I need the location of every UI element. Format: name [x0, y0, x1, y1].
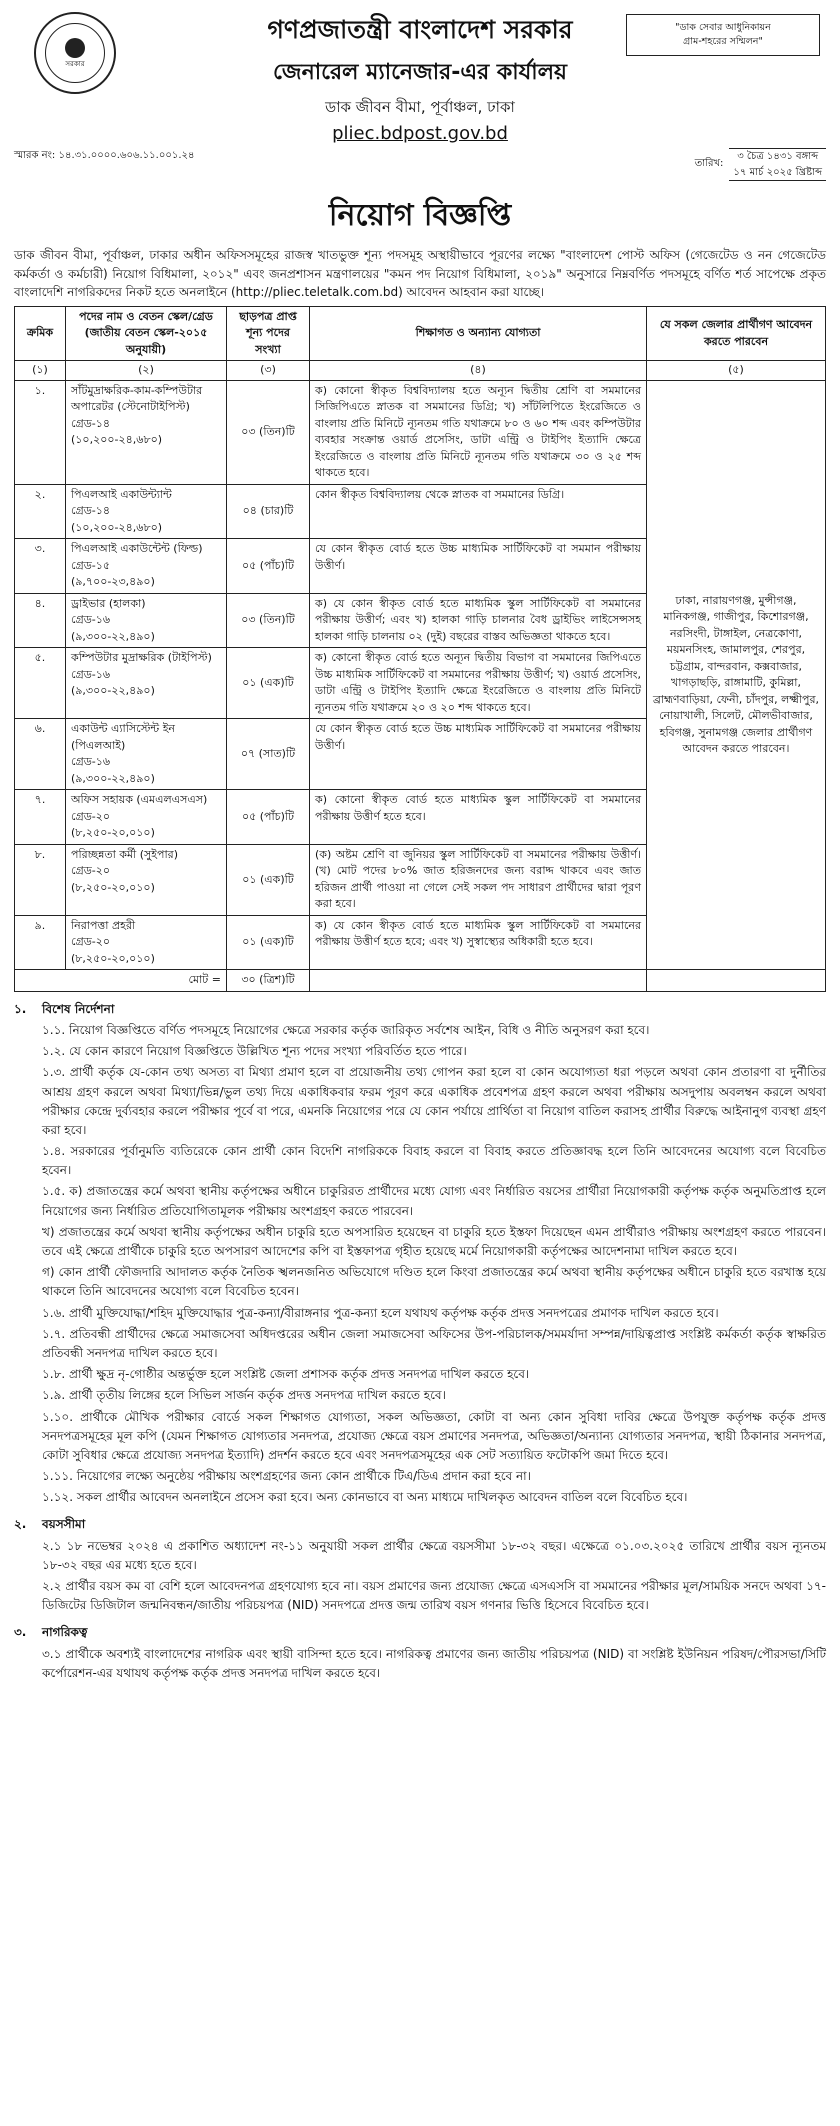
website-link[interactable]: pliec.bdpost.gov.bd	[332, 123, 508, 144]
row-count: ০৪ (চার)টি	[227, 484, 310, 539]
row-serial: ৮.	[15, 844, 66, 915]
memo-ref-number: ১৪.৩১.০০০০.৬০৬.১১.০০১.২৪	[58, 150, 195, 161]
motto-line-1: "ডাক সেবার আধুনিকায়ন	[675, 22, 771, 33]
section-number: ১.	[14, 1001, 27, 1016]
memo-ref-label: স্মারক নং:	[14, 150, 56, 161]
post-name: কম্পিউটার মুদ্রাক্ষরিক (টাইপিস্ট)	[71, 651, 212, 665]
office-subtitle: ডাক জীবন বীমা, পূর্বাঞ্চল, ঢাকা	[325, 98, 515, 116]
row-post	[66, 719, 227, 790]
row-count: ০৩ (তিন)টি	[227, 380, 310, 484]
col-number: (৩)	[227, 361, 310, 381]
row-count: ০১ (এক)টি	[227, 915, 310, 970]
header-serial: ক্রমিক	[15, 306, 66, 361]
row-serial: ৩.	[15, 539, 66, 594]
post-name: সাঁটমুদ্রাক্ষরিক-কাম-কম্পিউটার অপারেটর (স্টেনোটাইপিস্ট)	[71, 383, 203, 414]
section-heading: নাগরিকত্ব	[42, 1625, 88, 1640]
instruction-item: ১.৮. প্রার্থী ক্ষুদ্র নৃ-গোষ্ঠীর অন্তর্ভুক্ত হলে সংশ্লিষ্ট জেলা প্রশাসক কর্তৃক প্রদত্ত সনদপত্র দাখিল করতে হবে।	[42, 1367, 530, 1382]
post-scale: (১০,২০০-২৪,৬৮০)	[71, 433, 163, 447]
total-row	[15, 970, 826, 992]
government-name: গণপ্রজাতন্ত্রী বাংলাদেশ সরকার	[267, 15, 573, 44]
row-serial: ৫.	[15, 648, 66, 719]
row-qualification: কোন স্বীকৃত বিশ্ববিদ্যালয় থেকে স্নাতক বা সমমানের ডিগ্রি।	[310, 484, 647, 539]
post-grade: গ্রেড-২০	[71, 809, 111, 823]
post-name: পরিচ্ছন্নতা কর্মী (সুইপার)	[71, 847, 179, 861]
post-name: ড্রাইভার (হালকা)	[71, 596, 146, 610]
column-number-row	[15, 361, 826, 381]
header-count: ছাড়পত্র প্রাপ্ত শূন্য পদের সংখ্যা	[227, 306, 310, 361]
row-serial: ১.	[15, 380, 66, 484]
post-scale: (৮,২৫০-২০,০১০)	[71, 826, 155, 840]
post-grade: গ্রেড-২০	[71, 864, 111, 878]
instruction-item: গ) কোন প্রার্থী ফৌজদারি আদালত কর্তৃক নৈতিক স্খলনজনিত অভিযোগে দণ্ডিত হলে কিংবা প্রজাতন্ত্রের কর্মে অথবা স্থানীয় কর্তৃপক্ষের অধীনে চাকুরি হতে বরখাস্ত হয়ে থাকলে তিনি আবেদনের অযোগ্য বলে বিবেচিত হবেন।	[42, 1265, 826, 1299]
row-serial: ৬.	[15, 719, 66, 790]
date-label: তারিখ:	[694, 158, 724, 169]
row-qualification: ক) কোনো স্বীকৃত বিশ্ববিদ্যালয় হতে অন্যূন দ্বিতীয় শ্রেণি বা সমমানের সিজিপিএতে স্নাতক বা সমমানের ডিগ্রি; খ) সাঁটলিপিতে ইংরেজিতে ও বাংলায় প্রতি মিনিটে ন্যূনতম গতি যথাক্রমে ৮০ ও ৬০ শব্দ এবং কম্পিউটার ব্যবহার সংক্রান্ত ওয়ার্ড প্রসেসিং, ডাটা এন্ট্রি ও টাইপিং ইত্যাদি ক্ষেত্রে ইংরেজিতে ও বাংলায় প্রতি মিনিটে ন্যূনতম গতি যথাক্রমে ৩০ ও ২৫ শব্দ থাকতে হবে।	[310, 380, 647, 484]
section-heading: বয়সসীমা	[42, 1517, 86, 1532]
col-number: (৫)	[647, 361, 826, 381]
section-instructions	[14, 1000, 826, 1508]
section-citizenship	[14, 1623, 826, 1683]
post-name: পিএলআই একাউন্টেন্ট (ফিল্ড)	[71, 542, 203, 556]
age-item: ২.২ প্রার্থীর বয়স কম বা বেশি হলে আবেদনপত্র গ্রহণযোগ্য হবে না। বয়স প্রমাণের জন্য প্রযোজ্য ক্ষেত্রে এসএসসি বা সমমানের পরীক্ষার মূল/সাময়িক সনদে অথবা ১৭-ডিজিটের ডিজিটাল জন্মনিবন্ধন/জাতীয় পরিচয়পত্র (NID) সনদপত্রে প্রদত্ত জন্ম তারিখ বয়স গণনার ভিত্তি হিসেবে বিবেচিত হবে।	[42, 1579, 826, 1613]
instruction-item: ১.৫. ক) প্রজাতন্ত্রের কর্মে অথবা স্থানীয় কর্তৃপক্ষের অধীনে চাকুরিরত প্রার্থীদের মধ্যে যোগ্য এবং নির্ধারিত বয়সের প্রার্থীরা নিয়োগকারী কর্তৃপক্ষ কর্তৃক অনুমতিপ্রাপ্ত হলে নিয়োগের জন্য নির্ধারিত প্রতিযোগিতামূলক পরীক্ষায় অংশগ্রহণ করতে পারবেন।	[42, 1184, 826, 1218]
post-name: একাউন্ট এ্যাসিস্টেন্ট ইন (পিএলআই)	[71, 722, 175, 752]
row-qualification: যে কোন স্বীকৃত বোর্ড হতে উচ্চ মাধ্যমিক সার্টিফিকেট বা সমমান পরীক্ষায় উত্তীর্ণ।	[310, 539, 647, 594]
post-grade: গ্রেড-১৬	[71, 667, 111, 681]
vacancy-table	[14, 306, 826, 992]
instruction-item: ১.৯. প্রার্থী তৃতীয় লিঙ্গের হলে সিভিল সার্জন কর্তৃক প্রদত্ত সনদপত্র দাখিল করতে হবে।	[42, 1388, 446, 1403]
post-grade: গ্রেড-১৬	[71, 613, 111, 627]
row-count: ০৩ (তিন)টি	[227, 593, 310, 648]
row-qualification: ক) যে কোন স্বীকৃত বোর্ড হতে মাধ্যমিক স্কুল সার্টিফিকেট বা সমমানের পরীক্ষায় উত্তীর্ণ; এবং খ) হালকা গাড়ি চালনার বৈধ ড্রাইভিং লাইসেন্সসহ হালকা গাড়ি চালনায় ০২ (দুই) বছরের বাস্তব অভিজ্ঞতা থাকতে হবে।	[310, 593, 647, 648]
post-name: অফিস সহায়ক (এমএলএসএস)	[71, 793, 208, 807]
citizenship-item: ৩.১ প্রার্থীকে অবশ্যই বাংলাদেশের নাগরিক এবং স্থায়ী বাসিন্দা হতে হবে। নাগরিকত্ব প্রমাণের জন্য জাতীয় পরিচয়পত্র (NID) বা সংশ্লিষ্ট ইউনিয়ন পরিষদ/পৌরসভা/সিটি কর্পোরেশন-এর যথাযথ কর্তৃপক্ষ কর্তৃক প্রদত্ত সনদপত্র দাখিল করতে হবে।	[42, 1646, 826, 1680]
row-post	[66, 380, 227, 484]
memo-row	[14, 148, 826, 181]
total-label: মোট =	[15, 970, 227, 992]
header-qualification: শিক্ষাগত ও অন্যান্য যোগ্যতা	[310, 306, 647, 361]
instruction-item: ১.৭. প্রতিবন্ধী প্রার্থীদের ক্ষেত্রে সমাজসেবা অধিদপ্তরের অধীন জেলা সমাজসেবা অফিসের উপ-পরিচালক/সমমর্যাদা সম্পন্ন/দায়িত্বপ্রাপ্ত সংশ্লিষ্ট কর্মকর্তা কর্তৃক স্বাক্ষরিত প্রতিবন্ধী সনদপত্র দাখিল করতে হবে।	[42, 1326, 826, 1360]
instruction-item: ১.১১. নিয়োগের লক্ষ্যে অনুষ্ঠেয় পরীক্ষায় অংশগ্রহণের জন্য কোন প্রার্থীকে টিএ/ডিএ প্রদান করা হবে না।	[42, 1469, 531, 1484]
seal-text: সরকার	[65, 59, 85, 68]
row-qualification: ক) যে কোন স্বীকৃত বোর্ড হতে মাধ্যমিক স্কুল সার্টিফিকেট বা সমমানের পরীক্ষায় উত্তীর্ণ হতে হবে; এবং খ) সুস্বাস্থ্যের অধিকারী হতে হবে।	[310, 915, 647, 970]
row-post	[66, 844, 227, 915]
post-grade: গ্রেড-১৬	[71, 755, 111, 769]
row-serial: ৭.	[15, 790, 66, 845]
notice-title: নিয়োগ বিজ্ঞপ্তি	[328, 198, 512, 233]
date-bangla: ৩ চৈত্র ১৪৩১ বঙ্গাব্দ	[737, 151, 819, 162]
row-post	[66, 790, 227, 845]
table-header-row	[15, 306, 826, 361]
post-name: পিএলআই একাউন্ট্যান্ট	[71, 487, 172, 501]
date-english: ১৭ মার্চ ২০২৫ খ্রিষ্টাব্দ	[733, 166, 822, 178]
row-post	[66, 648, 227, 719]
row-qualification: (ক) অষ্টম শ্রেণি বা জুনিয়র স্কুল সার্টিফিকেট বা সমমানের পরীক্ষায় উত্তীর্ণ। (খ) মোট পদের ৮০% জাত হরিজনদের জন্য বরাদ্দ থাকবে এবং জাত হরিজন প্রার্থী পাওয়া না গেলে সেই সকল পদ সাধারণ প্রার্থীদের দ্বারা পূরণ করা হবে।	[310, 844, 647, 915]
section-heading: বিশেষ নির্দেশনা	[42, 1001, 115, 1016]
row-post	[66, 593, 227, 648]
motto-box	[626, 14, 820, 56]
section-number: ২.	[14, 1517, 27, 1532]
table-row	[15, 380, 826, 484]
post-grade: গ্রেড-১৪	[71, 504, 111, 518]
post-scale: (৯,৩০০-২২,৪৯০)	[71, 771, 155, 785]
intro-paragraph: ডাক জীবন বীমা, পূর্বাঞ্চল, ঢাকার অধীন অফিসসমূহের রাজস্ব খাতভুক্ত শূন্য পদসমূহ অস্থায়ীভাবে পূরণের লক্ষ্যে "বাংলাদেশ পোস্ট অফিস (গেজেটেড ও নন গেজেটেড কর্মকর্তা ও কর্মচারী) নিয়োগ বিধিমালা, ২০১২" এবং জনপ্রশাসন মন্ত্রণালয়ের "কমন পদ নিয়োগ বিধিমালা, ২০১৯" অনুসারে নিম্নবর্ণিত পদসমূহে বর্ণিত শর্ত সাপেক্ষে প্রকৃত বাংলাদেশি নাগরিকদের নিকট হতে অনলাইনে (http://pliec.teletalk.com.bd) আবেদন আহবান করা যাচ্ছে।	[14, 248, 826, 300]
post-scale: (৯,৩০০-২২,৪৯০)	[71, 629, 155, 643]
section-number: ৩.	[14, 1625, 27, 1640]
post-scale: (৮,২৫০-২০,০১০)	[71, 880, 155, 894]
instruction-item: ১.১০. প্রার্থীকে মৌখিক পরীক্ষার বোর্ডে সকল শিক্ষাগত যোগ্যতা, সকল অভিজ্ঞতা, কোটা বা অন্য কোন সুবিধা দাবির ক্ষেত্রে উপযুক্ত কর্তৃপক্ষ কর্তৃক প্রদত্ত সনদপত্রসমূহের মূল কপি (যেমন শিক্ষাগত যোগ্যতার সনদপত্র, প্রযোজ্য ক্ষেত্রে বয়স প্রমাণের সনদপত্র, অভিজ্ঞতা/অন্যান্য যোগ্যতার সনদপত্র, স্থায়ী ঠিকানার সনদপত্র, কোটা সুবিধার ক্ষেত্রে প্রযোজ্য সনদপত্র ইত্যাদি) প্রদর্শন করতে হবে এবং সনদপত্রসমূহের এক সেট সত্যায়িত ফটোকপি জমা দিতে হবে।	[42, 1409, 826, 1462]
row-serial: ২.	[15, 484, 66, 539]
eligible-districts: ঢাকা, নারায়ণগঞ্জ, মুন্সীগঞ্জ, মানিকগঞ্জ, গাজীপুর, কিশোরগঞ্জ, নরসিংদী, টাঙ্গাইল, নেত্রকোণা, ময়মনসিংহ, জামালপুর, শেরপুর, চট্টগ্রাম, বান্দরবান, কক্সবাজার, খাগড়াছড়ি, রাঙ্গামাটি, কুমিল্লা, ব্রাহ্মণবাড়িয়া, ফেনী, চাঁদপুর, লক্ষ্মীপুর, নোয়াখালী, সিলেট, মৌলভীবাজার, হবিগঞ্জ, সুনামগঞ্জ জেলার প্রার্থীগণ আবেদন করতে পারবেন।	[647, 380, 826, 970]
row-count: ০৭ (সাত)টি	[227, 719, 310, 790]
instruction-item: ১.২. যে কোন কারণে নিয়োগ বিজ্ঞপ্তিতে উল্লিখিত শূন্য পদের সংখ্যা পরিবর্তিত হতে পারে।	[42, 1044, 467, 1059]
instruction-item: ১.৬. প্রার্থী মুক্তিযোদ্ধা/শহিদ মুক্তিযোদ্ধার পুত্র-কন্যা/বীরাঙ্গনার পুত্র-কন্যা হলে যথাযথ কর্তৃপক্ষ কর্তৃক প্রদত্ত সনদপত্রের প্রমাণক দাখিল করতে হবে।	[42, 1305, 719, 1320]
office-name: জেনারেল ম্যানেজার-এর কার্যালয়	[272, 60, 568, 85]
row-count: ০১ (এক)টি	[227, 648, 310, 719]
row-serial: ৯.	[15, 915, 66, 970]
instruction-item: ১.১২. সকল প্রার্থীর আবেদন অনলাইনে প্রসেস করা হবে। অন্য কোনভাবে বা অন্য মাধ্যমে দাখিলকৃত আবেদন বাতিল বলে বিবেচিত হবে।	[42, 1490, 688, 1505]
section-age-limit	[14, 1515, 826, 1615]
post-scale: (৯,৩০০-২২,৪৯০)	[71, 684, 155, 698]
post-scale: (৮,২৫০-২০,০১০)	[71, 951, 155, 965]
post-scale: (১০,২০০-২৪,৬৮০)	[71, 520, 163, 534]
government-seal-icon	[34, 12, 116, 94]
col-number: (৪)	[310, 361, 647, 381]
post-scale: (৯,৭০০-২৩,৪৯০)	[71, 575, 155, 589]
row-count: ০৫ (পাঁচ)টি	[227, 539, 310, 594]
row-qualification: ক) কোনো স্বীকৃত বোর্ড হতে মাধ্যমিক স্কুল সার্টিফিকেট বা সমমানের পরীক্ষায় উত্তীর্ণ হতে হবে।	[310, 790, 647, 845]
post-grade: গ্রেড-২০	[71, 935, 111, 949]
col-number: (১)	[15, 361, 66, 381]
row-post	[66, 915, 227, 970]
row-serial: ৪.	[15, 593, 66, 648]
instruction-item: ১.১. নিয়োগ বিজ্ঞপ্তিতে বর্ণিত পদসমূহে নিয়োগের ক্ষেত্রে সরকার কর্তৃক জারিকৃত সর্বশেষ আইন, বিধি ও নীতি অনুসরণ করা হবে।	[42, 1022, 650, 1037]
total-value: ৩০ (ত্রিশ)টি	[227, 970, 310, 992]
age-item: ২.১ ১৮ নভেম্বর ২০২৪ এ প্রকাশিত অধ্যাদেশ নং-১১ অনুযায়ী সকল প্রার্থীর ক্ষেত্রে বয়সসীমা ১৮-৩২ বছর। এক্ষেত্রে ০১.০৩.২০২৫ তারিখে প্রার্থীর বয়স ন্যূনতম ১৮-৩২ বছর এর মধ্যে হতে হবে।	[42, 1538, 826, 1572]
header-districts: যে সকল জেলার প্রার্থীগণ আবেদন করতে পারবেন	[647, 306, 826, 361]
row-count: ০১ (এক)টি	[227, 844, 310, 915]
row-post	[66, 484, 227, 539]
row-count: ০৫ (পাঁচ)টি	[227, 790, 310, 845]
instruction-item: ১.৪. সরকারের পূর্বানুমতি ব্যতিরেকে কোন প্রার্থী কোন বিদেশি নাগরিককে বিবাহ করলে বা বিবাহ করতে প্রতিজ্ঞাবদ্ধ হলে তিনি আবেদনের অযোগ্য বলে বিবেচিত হবেন।	[42, 1144, 826, 1178]
row-post	[66, 539, 227, 594]
memo-date	[695, 148, 826, 181]
header-post: পদের নাম ও বেতন স্কেল/গ্রেড (জাতীয় বেতন স্কেল-২০১৫ অনুযায়ী)	[66, 306, 227, 361]
post-grade: গ্রেড-১৫	[71, 558, 111, 572]
row-qualification: যে কোন স্বীকৃত বোর্ড হতে উচ্চ মাধ্যমিক সার্টিফিকেট বা সমমানের পরীক্ষায় উত্তীর্ণ।	[310, 719, 647, 790]
memo-reference	[14, 148, 194, 181]
row-qualification: ক) কোনো স্বীকৃত বোর্ড হতে অন্যূন দ্বিতীয় বিভাগ বা সমমানের জিপিএতে উচ্চ মাধ্যমিক সার্টিফিকেট বা সমমানের পরীক্ষায় উত্তীর্ণ; খ) ওয়ার্ড প্রসেসিং, ডাটা এন্ট্রি ও টাইপিং ইত্যাদি ক্ষেত্রে ইংরেজিতে ও বাংলায় প্রতি মিনিটে ন্যূনতম গতি যথাক্রমে ২০ ও ২০ শব্দ থাকতে হবে।	[310, 648, 647, 719]
post-grade: গ্রেড-১৪	[71, 416, 111, 430]
motto-line-2: গ্রাম-শহরের সম্মিলন"	[683, 35, 763, 47]
col-number: (২)	[66, 361, 227, 381]
instruction-item: ১.৩. প্রার্থী কর্তৃক যে-কোন তথ্য অসত্য বা মিথ্যা প্রমাণ হলে বা প্রয়োজনীয় তথ্য গোপন করা হলে বা কোন অযোগ্যতা ধরা পড়লে অথবা কোন প্রতারণা বা দুর্নীতির আশ্রয় গ্রহণ করলে অথবা মিথ্যা/ভিন্ন/ভুল তথ্য দিয়ে একাধিকবার ফরম পূরণ করে একাধিক প্রবেশপত্র গ্রহণ করলে অথবা পরীক্ষায় অসদুপায় অবলম্বন করলে অথবা পরীক্ষার কেন্দ্রে দুর্ব্যবহার করলে পরীক্ষার পূর্বে বা পরে, এমনকি নিয়োগের পরে যে কোন পর্যায়ে প্রার্থিতা বা নিয়োগ বাতিল করাসহ প্রার্থীর বিরুদ্ধে আইনানুগ ব্যবস্থা গ্রহণ করা হবে।	[42, 1065, 826, 1137]
instruction-item: খ) প্রজাতন্ত্রের কর্মে অথবা স্থানীয় কর্তৃপক্ষের অধীন চাকুরি হতে অপসারিত হয়েছেন বা চাকুরি হতে ইস্তফা দিয়েছেন এমন প্রার্থীরাও পরীক্ষায় অংশগ্রহণ করতে পারবেন। তবে এই ক্ষেত্রে প্রার্থীকে চাকুরি হতে অপসারণ আদেশের কপি বা ইস্তফাপত্র গৃহীত হয়েছে মর্মে নিয়োগকারী কর্তৃপক্ষের আদেশনামা দাখিল করতে হবে।	[42, 1224, 826, 1259]
post-name: নিরাপত্তা প্রহরী	[71, 918, 136, 932]
